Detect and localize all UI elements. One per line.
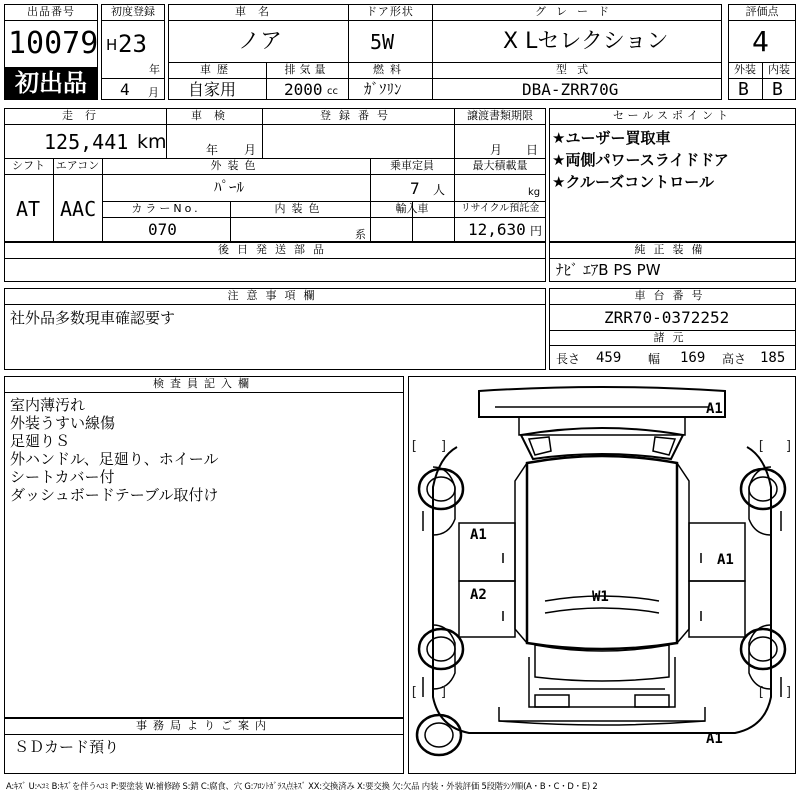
office-text: ＳＤカード預り	[14, 738, 120, 756]
divider	[4, 124, 546, 125]
color-no: 070	[148, 220, 177, 239]
reg-no-label: 登録番号	[320, 109, 396, 122]
first-reg-era: H	[106, 36, 118, 54]
displacement-unit: cc	[327, 86, 338, 97]
divider	[102, 174, 546, 175]
damage-mark-roof: W1	[592, 589, 609, 605]
first-reg-year: 23	[118, 30, 147, 58]
door-label: ドア形状	[366, 5, 414, 18]
mirror-bracket: ]	[785, 685, 793, 700]
ac-label: エアコン	[55, 159, 100, 172]
later-parts-label: 後日発送部品	[218, 243, 332, 256]
shift-label: シフト	[12, 159, 45, 172]
damage-mark-left-rear-door: A2	[470, 587, 487, 603]
door-type: 5W	[370, 30, 395, 54]
mirror-bracket: [	[757, 439, 765, 454]
first-reg-label: 初度登録	[111, 5, 155, 18]
inspector-note: 外ハンドル、足廻り、ホイール	[10, 450, 219, 468]
sales-point: ★ユーザー買取車	[552, 129, 671, 147]
details-box	[4, 108, 546, 242]
inspector-note: 足廻りＳ	[10, 432, 71, 450]
mirror-bracket: [	[757, 685, 765, 700]
displacement-label: 排気量	[284, 63, 330, 76]
width: 169	[680, 350, 706, 366]
damage-mark-right-side: A1	[717, 552, 734, 568]
grade: X Lセレクション	[503, 29, 669, 54]
year-unit: 年	[149, 63, 160, 76]
displacement: 2000	[284, 80, 323, 99]
length: 459	[596, 350, 622, 366]
height-label: 高さ	[722, 352, 747, 366]
mileage-label: 走行	[62, 109, 108, 122]
car-name: ノア	[238, 29, 283, 54]
divider	[4, 304, 546, 305]
caution-label: 注意事項欄	[227, 289, 323, 302]
capacity-unit: 人	[433, 183, 446, 197]
divider	[549, 124, 796, 125]
capacity: 7	[410, 179, 420, 198]
chassis-label: 車台番号	[634, 289, 711, 302]
history-label: 車歴	[200, 63, 234, 76]
divider	[101, 20, 165, 21]
length-label: 長さ	[556, 352, 581, 366]
divider	[4, 20, 98, 21]
mileage: 125,441	[44, 130, 129, 154]
exterior-grade: B	[738, 79, 749, 100]
first-listing-badge: 初出品	[5, 67, 97, 99]
interior-grade: B	[772, 79, 783, 100]
max-load-unit: kg	[528, 187, 541, 198]
interior-color-unit: 系	[355, 228, 366, 241]
recycle-unit: 円	[530, 224, 543, 238]
transfer-day-unit: 日	[526, 143, 539, 157]
inspector-note: 室内薄汚れ	[10, 396, 86, 414]
shift: AT	[16, 197, 41, 221]
chassis-number: ZRR70-0372252	[604, 308, 730, 327]
caution-text: 社外品多数現車確認要す	[10, 309, 176, 327]
sales-points-label: セールスポイント	[612, 109, 732, 122]
inspector-label: 検査員記入欄	[153, 377, 255, 390]
recycle-fee: 12,630	[468, 220, 526, 239]
transfer-month-unit: 月	[490, 143, 503, 157]
divider	[102, 217, 546, 218]
specs-label: 諸元	[653, 331, 692, 344]
recycle-label: リサイクル預託金	[460, 203, 540, 214]
damage-mark-rear-bumper: A1	[706, 731, 723, 747]
mileage-unit: km	[137, 131, 167, 153]
equipment-label: 純正装備	[634, 243, 711, 256]
equipment: ﾅﾋﾞ ｴｱB PS PW	[556, 261, 661, 279]
divider	[549, 345, 796, 346]
inspection-label: 車検	[191, 109, 237, 122]
divider	[728, 20, 796, 21]
height: 185	[760, 350, 786, 366]
sales-point: ★両側パワースライドドア	[552, 151, 729, 169]
divider	[4, 392, 404, 393]
legend: A:ｷｽﾞ U:ﾍｺﾐ B:ｷｽﾞを伴うﾍｺﾐ P:要塗装 W:補修跡 S:錆 C:腐食、穴 G:ﾌﾛﾝﾄｶﾞﾗｽ点ｷｽﾞ XX:交換済み X:要交換 欠:欠品 内装・外装評価 5段階ﾗﾝｸ順(A・B・C・D・E) 2	[6, 781, 598, 791]
grade-label: グレード	[535, 5, 619, 18]
color-no-label: カラーNo.	[131, 202, 201, 215]
divider	[168, 20, 722, 21]
width-label: 幅	[648, 352, 661, 366]
mirror-bracket: [	[410, 685, 418, 700]
inspector-notes	[10, 396, 219, 504]
sales-point: ★クルーズコントロール	[552, 173, 714, 191]
divider	[168, 78, 722, 79]
car-name-label: 車名	[235, 5, 281, 18]
damage-mark-front-bumper: A1	[706, 401, 723, 417]
fuel: ｶﾞｿﾘﾝ	[364, 80, 402, 98]
fuel-label: 燃料	[373, 63, 407, 76]
divider	[4, 258, 546, 259]
divider	[549, 304, 796, 305]
mirror-bracket: ]	[440, 439, 448, 454]
divider	[4, 734, 404, 735]
model-label: 型式	[556, 63, 598, 76]
mirror-bracket: [	[410, 439, 418, 454]
import-label: 輸入車	[395, 202, 429, 215]
office-label: 事務局よりご案内	[136, 719, 272, 732]
interior-color-label: 内装色	[274, 202, 326, 215]
exterior-grade-label: 外装	[734, 63, 756, 76]
damage-mark-left-front-door: A1	[470, 527, 487, 543]
mirror-bracket: ]	[785, 439, 793, 454]
capacity-label: 乗車定員	[390, 159, 434, 172]
interior-grade-label: 内装	[768, 63, 790, 76]
inspector-note: シートカバー付	[10, 468, 115, 486]
month-unit: 月	[148, 86, 159, 99]
exterior-color: ﾊﾟｰﾙ	[214, 178, 245, 196]
color-label: 外装色	[210, 159, 262, 172]
transfer-label: 譲渡書類期限	[467, 109, 533, 122]
ac: AAC	[60, 197, 97, 221]
model-code: DBA-ZRR70G	[522, 80, 619, 99]
inspector-note: 外装うすい線傷	[10, 414, 116, 432]
score-label: 評価点	[745, 5, 779, 18]
first-reg-month: 4	[120, 80, 130, 99]
max-load-label: 最大積載量	[472, 159, 528, 172]
score: 4	[752, 25, 769, 58]
divider	[549, 258, 796, 259]
inspection-year-unit: 年	[206, 143, 219, 157]
lot-number: 10079	[8, 26, 99, 61]
car-diagram	[409, 377, 795, 773]
history: 自家用	[188, 80, 237, 99]
inspector-note: ダッシュボードテーブル取付け	[10, 486, 219, 504]
inspection-month-unit: 月	[244, 143, 257, 157]
lot-label: 出品番号	[27, 5, 75, 18]
mirror-bracket: ]	[440, 685, 448, 700]
divider	[101, 78, 165, 79]
